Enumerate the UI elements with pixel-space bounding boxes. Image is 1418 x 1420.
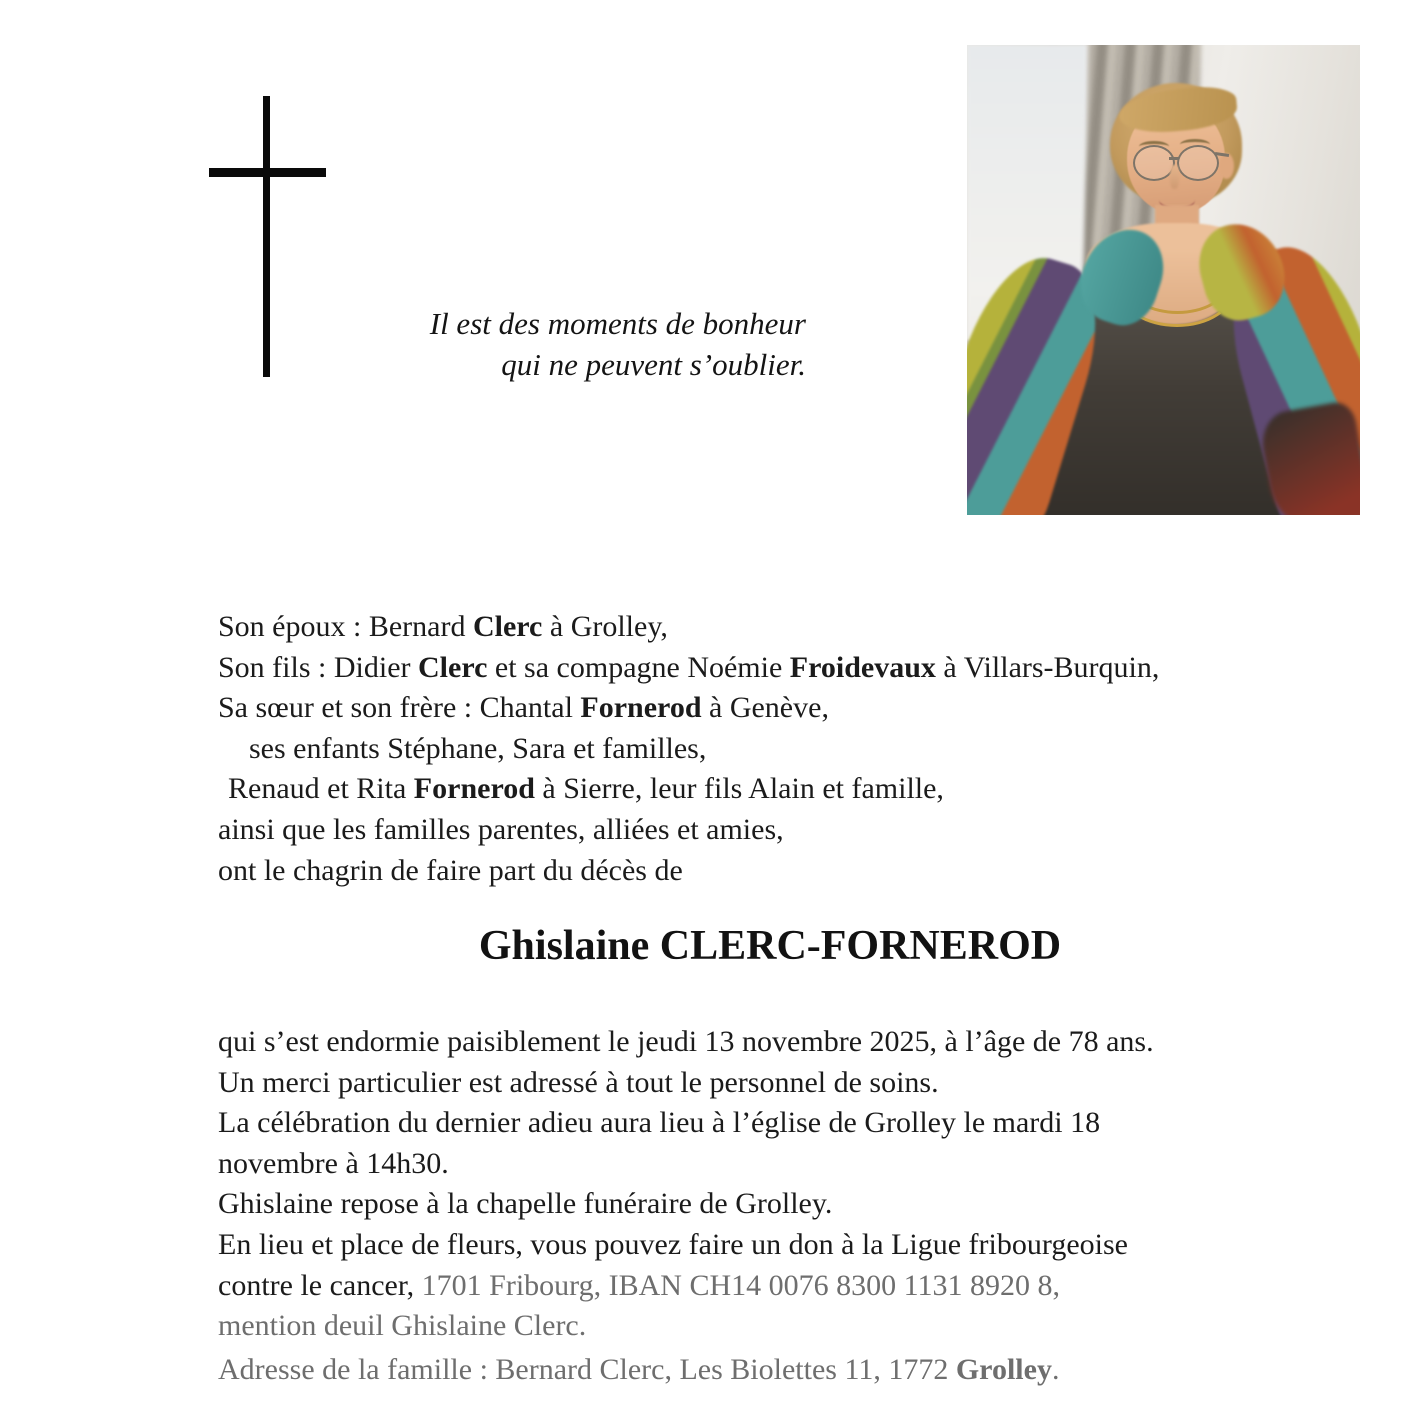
donation-mention-line: mention deuil Ghislaine Clerc. xyxy=(218,1309,587,1343)
donation-iban: 1701 Fribourg, IBAN CH14 0076 8300 1131 8920 8, xyxy=(414,1268,1061,1302)
quote-line: qui ne peuvent s’oublier. xyxy=(501,347,806,382)
photo-ear xyxy=(1219,153,1234,179)
announcement-line: Ghislaine repose à la chapelle funéraire de Grolley. xyxy=(218,1187,833,1221)
announcement-line: La célébration du dernier adieu aura lieu à l’église de Grolley le mardi 18 xyxy=(218,1106,1101,1140)
portrait-photo xyxy=(967,45,1360,515)
announcement-line: Un merci particulier est adressé à tout le personnel de soins. xyxy=(218,1065,939,1099)
address-line: Adresse de la famille : Bernard Clerc, Les Biolettes 11, 1772 Grolley. xyxy=(218,1353,1060,1386)
cross-vertical-bar xyxy=(263,96,270,377)
family-line: Renaud et Rita Fornerod à Sierre, leur fils Alain et famille, xyxy=(228,772,944,806)
family-line: ainsi que les familles parentes, alliées et amies, xyxy=(218,812,784,846)
announcement-line: qui s’est endormie paisiblement le jeudi 13 novembre 2025, à l’âge de 78 ans. xyxy=(218,1025,1154,1058)
announcement-line: novembre à 14h30. xyxy=(218,1146,449,1180)
family-block xyxy=(218,607,1159,891)
deceased-name: Ghislaine CLERC-FORNEROD xyxy=(478,923,1062,969)
cross-horizontal-bar xyxy=(209,168,326,177)
family-line: Sa sœur et son frère : Chantal Fornerod à Genève, xyxy=(218,691,829,725)
photo-scarf-drape xyxy=(1257,400,1360,515)
announcement-block xyxy=(218,1022,1154,1347)
epitaph-quote xyxy=(348,303,806,385)
family-line: Son époux : Bernard Clerc à Grolley, xyxy=(218,610,668,643)
family-line: ses enfants Stéphane, Sara et familles, xyxy=(249,731,707,765)
announcement-line: En lieu et place de fleurs, vous pouvez faire un don à la Ligue fribourgeoise xyxy=(218,1227,1128,1261)
photo-glasses-left-lens xyxy=(1133,145,1175,181)
photo-glasses-bridge xyxy=(1169,157,1179,160)
donation-line: contre le cancer, 1701 Fribourg, IBAN CH14 0076 8300 1131 8920 8, xyxy=(218,1268,1061,1302)
family-line: ont le chagrin de faire part du décès de xyxy=(218,853,683,887)
family-line: Son fils : Didier Clerc et sa compagne Noémie Froidevaux à Villars-Burquin, xyxy=(218,650,1160,684)
family-address-block xyxy=(218,1350,1059,1391)
photo-glasses-right-lens xyxy=(1177,145,1219,181)
quote-line: Il est des moments de bonheur xyxy=(429,306,806,341)
photo-nose xyxy=(1170,165,1179,189)
